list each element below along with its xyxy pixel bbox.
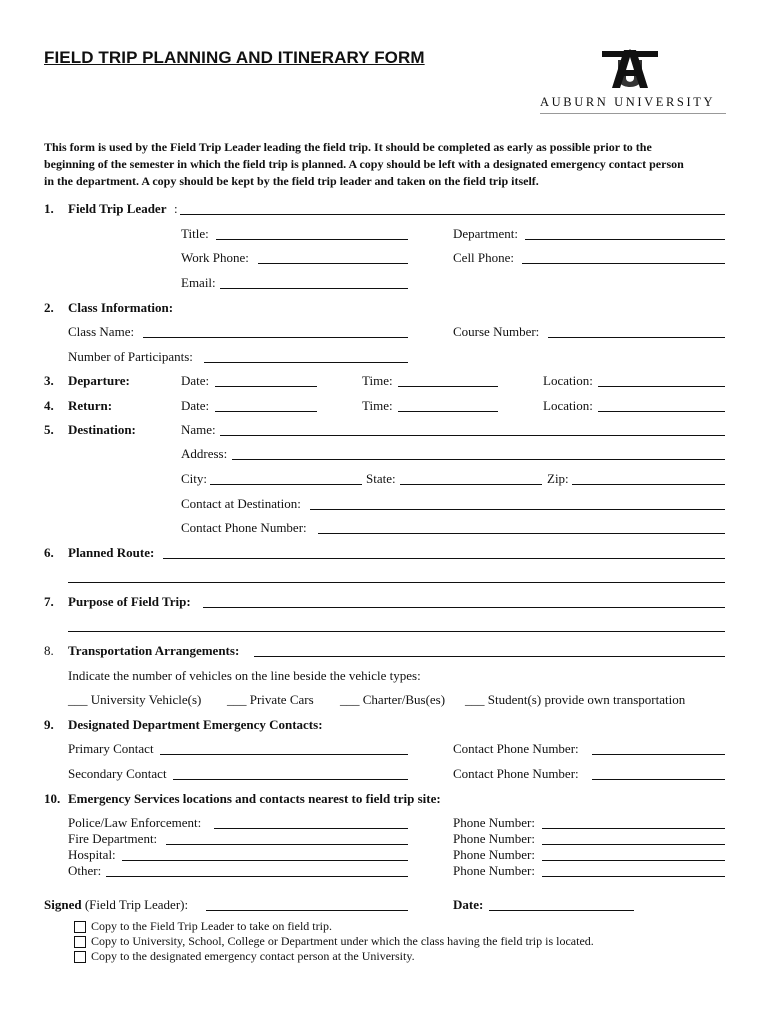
address-field[interactable]	[232, 459, 725, 460]
fire-field[interactable]	[166, 844, 408, 845]
fire-label: Fire Department:	[68, 831, 158, 846]
city-label: City:	[181, 471, 208, 486]
contact-destination-label: Contact at Destination:	[181, 496, 301, 511]
email-label: Email:	[181, 275, 216, 290]
intro-text	[44, 139, 734, 190]
page-title: FIELD TRIP PLANNING AND ITINERARY FORM	[44, 48, 425, 67]
primary-contact-field[interactable]	[160, 754, 408, 755]
signed-line-label	[44, 897, 188, 913]
section-number: 4.	[44, 398, 54, 413]
departure-date-label: Date:	[181, 373, 210, 388]
section-number: 1.	[44, 201, 54, 216]
planned-route-field[interactable]	[163, 558, 725, 559]
private-cars-option[interactable]: ___ Private Cars	[227, 692, 314, 707]
departure-date-field[interactable]	[215, 386, 317, 387]
section-number: 9.	[44, 717, 54, 732]
police-phone-field[interactable]	[542, 828, 725, 829]
departure-time-field[interactable]	[398, 386, 498, 387]
auburn-logo-icon	[600, 46, 660, 90]
police-field[interactable]	[214, 828, 408, 829]
primary-contact-label: Primary Contact	[68, 741, 154, 756]
other-label: Other:	[68, 863, 102, 878]
section-number: 10.	[44, 791, 61, 806]
departure-location-label: Location:	[543, 373, 593, 388]
signed-date-field[interactable]	[489, 910, 634, 911]
copy-leader-label: Copy to the Field Trip Leader to take on field trip.	[91, 919, 332, 933]
section-number: 5.	[44, 422, 54, 437]
hospital-phone-label: Phone Number:	[453, 847, 535, 862]
purpose-field-2[interactable]	[68, 631, 725, 632]
departure-time-label: Time:	[362, 373, 393, 388]
hospital-label: Hospital:	[68, 847, 116, 862]
destination-name-field[interactable]	[220, 435, 725, 436]
purpose-label: Purpose of Field Trip:	[68, 594, 191, 609]
departure-label: Departure:	[68, 373, 130, 388]
colon: :	[174, 201, 178, 216]
vehicles-instruction: Indicate the number of vehicles on the line beside the vehicle types:	[68, 668, 421, 683]
field-trip-leader-label: Field Trip Leader	[68, 201, 167, 216]
state-field[interactable]	[400, 484, 542, 485]
return-label: Return:	[68, 398, 113, 413]
primary-phone-label: Contact Phone Number:	[453, 741, 579, 756]
cell-phone-label: Cell Phone:	[453, 250, 515, 265]
header-rule	[540, 113, 726, 114]
city-field[interactable]	[210, 484, 362, 485]
section-number: 2.	[44, 300, 54, 315]
signature-field[interactable]	[206, 910, 408, 911]
class-information-label: Class Information:	[68, 300, 174, 315]
copy-department-checkbox[interactable]	[74, 936, 86, 948]
department-label: Department:	[453, 226, 518, 241]
other-field[interactable]	[106, 876, 408, 877]
course-number-field[interactable]	[548, 337, 725, 338]
signed-label: Signed	[44, 897, 82, 912]
emergency-services-label: Emergency Services locations and contacts nearest to field trip site:	[68, 791, 441, 806]
police-label: Police/Law Enforcement:	[68, 815, 202, 830]
contact-destination-field[interactable]	[310, 509, 725, 510]
section-number: 3.	[44, 373, 54, 388]
participants-field[interactable]	[204, 362, 408, 363]
hospital-field[interactable]	[122, 860, 408, 861]
secondary-phone-label: Contact Phone Number:	[453, 766, 579, 781]
hospital-phone-field[interactable]	[542, 860, 725, 861]
title-label: Title:	[181, 226, 209, 241]
return-time-field[interactable]	[398, 411, 498, 412]
return-date-label: Date:	[181, 398, 210, 413]
secondary-contact-field[interactable]	[173, 779, 408, 780]
departure-location-field[interactable]	[598, 386, 725, 387]
zip-field[interactable]	[572, 484, 725, 485]
participants-label: Number of Participants:	[68, 349, 193, 364]
course-number-label: Course Number:	[453, 324, 540, 339]
return-date-field[interactable]	[215, 411, 317, 412]
planned-route-field-2[interactable]	[68, 582, 725, 583]
field-trip-leader-field[interactable]	[180, 214, 725, 215]
contact-phone-field[interactable]	[318, 533, 725, 534]
copy-leader-checkbox[interactable]	[74, 921, 86, 933]
email-field[interactable]	[220, 288, 408, 289]
secondary-phone-field[interactable]	[592, 779, 725, 780]
destination-name-label: Name:	[181, 422, 216, 437]
zip-label: Zip:	[547, 471, 569, 486]
other-phone-label: Phone Number:	[453, 863, 535, 878]
class-name-field[interactable]	[143, 337, 408, 338]
copy-department-label: Copy to University, School, College or Department under which the class having the field trip is located.	[91, 934, 594, 948]
work-phone-label: Work Phone:	[181, 250, 249, 265]
return-time-label: Time:	[362, 398, 393, 413]
return-location-field[interactable]	[598, 411, 725, 412]
intro-line: This form is used by the Field Trip Leader leading the field trip. It should be completed as early as possible prior to the	[44, 140, 652, 154]
department-field[interactable]	[525, 239, 725, 240]
primary-phone-field[interactable]	[592, 754, 725, 755]
police-phone-label: Phone Number:	[453, 815, 535, 830]
contact-phone-label: Contact Phone Number:	[181, 520, 307, 535]
section-number: 7.	[44, 594, 54, 609]
planned-route-label: Planned Route:	[68, 545, 155, 560]
title-field[interactable]	[216, 239, 408, 240]
copy-emergency-checkbox[interactable]	[74, 951, 86, 963]
section-number: 8.	[44, 643, 54, 658]
fire-phone-label: Phone Number:	[453, 831, 535, 846]
own-transportation-option[interactable]: ___ Student(s) provide own transportation	[465, 692, 686, 707]
address-label: Address:	[181, 446, 228, 461]
section-number: 6.	[44, 545, 54, 560]
state-label: State:	[366, 471, 396, 486]
transportation-field[interactable]	[254, 656, 725, 657]
purpose-field[interactable]	[203, 607, 725, 608]
university-name: AUBURN UNIVERSITY	[540, 95, 716, 109]
return-location-label: Location:	[543, 398, 593, 413]
signed-date-label: Date:	[453, 897, 484, 912]
copy-emergency-label: Copy to the designated emergency contact person at the University.	[91, 949, 415, 963]
fire-phone-field[interactable]	[542, 844, 725, 845]
intro-line: beginning of the semester in which the field trip is planned. A copy should be left with a designated emergency contact person	[44, 157, 684, 171]
intro-line: in the department. A copy should be kept by the field trip leader and taken on the field trip itself.	[44, 174, 539, 188]
cell-phone-field[interactable]	[522, 263, 725, 264]
university-vehicles-option[interactable]: ___ University Vehicle(s)	[68, 692, 202, 707]
other-phone-field[interactable]	[542, 876, 725, 877]
transportation-label: Transportation Arrangements:	[68, 643, 240, 658]
secondary-contact-label: Secondary Contact	[68, 766, 167, 781]
signed-role: (Field Trip Leader):	[84, 897, 189, 912]
charter-bus-option[interactable]: ___ Charter/Bus(es)	[340, 692, 446, 707]
work-phone-field[interactable]	[258, 263, 408, 264]
destination-label: Destination:	[68, 422, 136, 437]
class-name-label: Class Name:	[68, 324, 135, 339]
emergency-contacts-label: Designated Department Emergency Contacts:	[68, 717, 323, 732]
